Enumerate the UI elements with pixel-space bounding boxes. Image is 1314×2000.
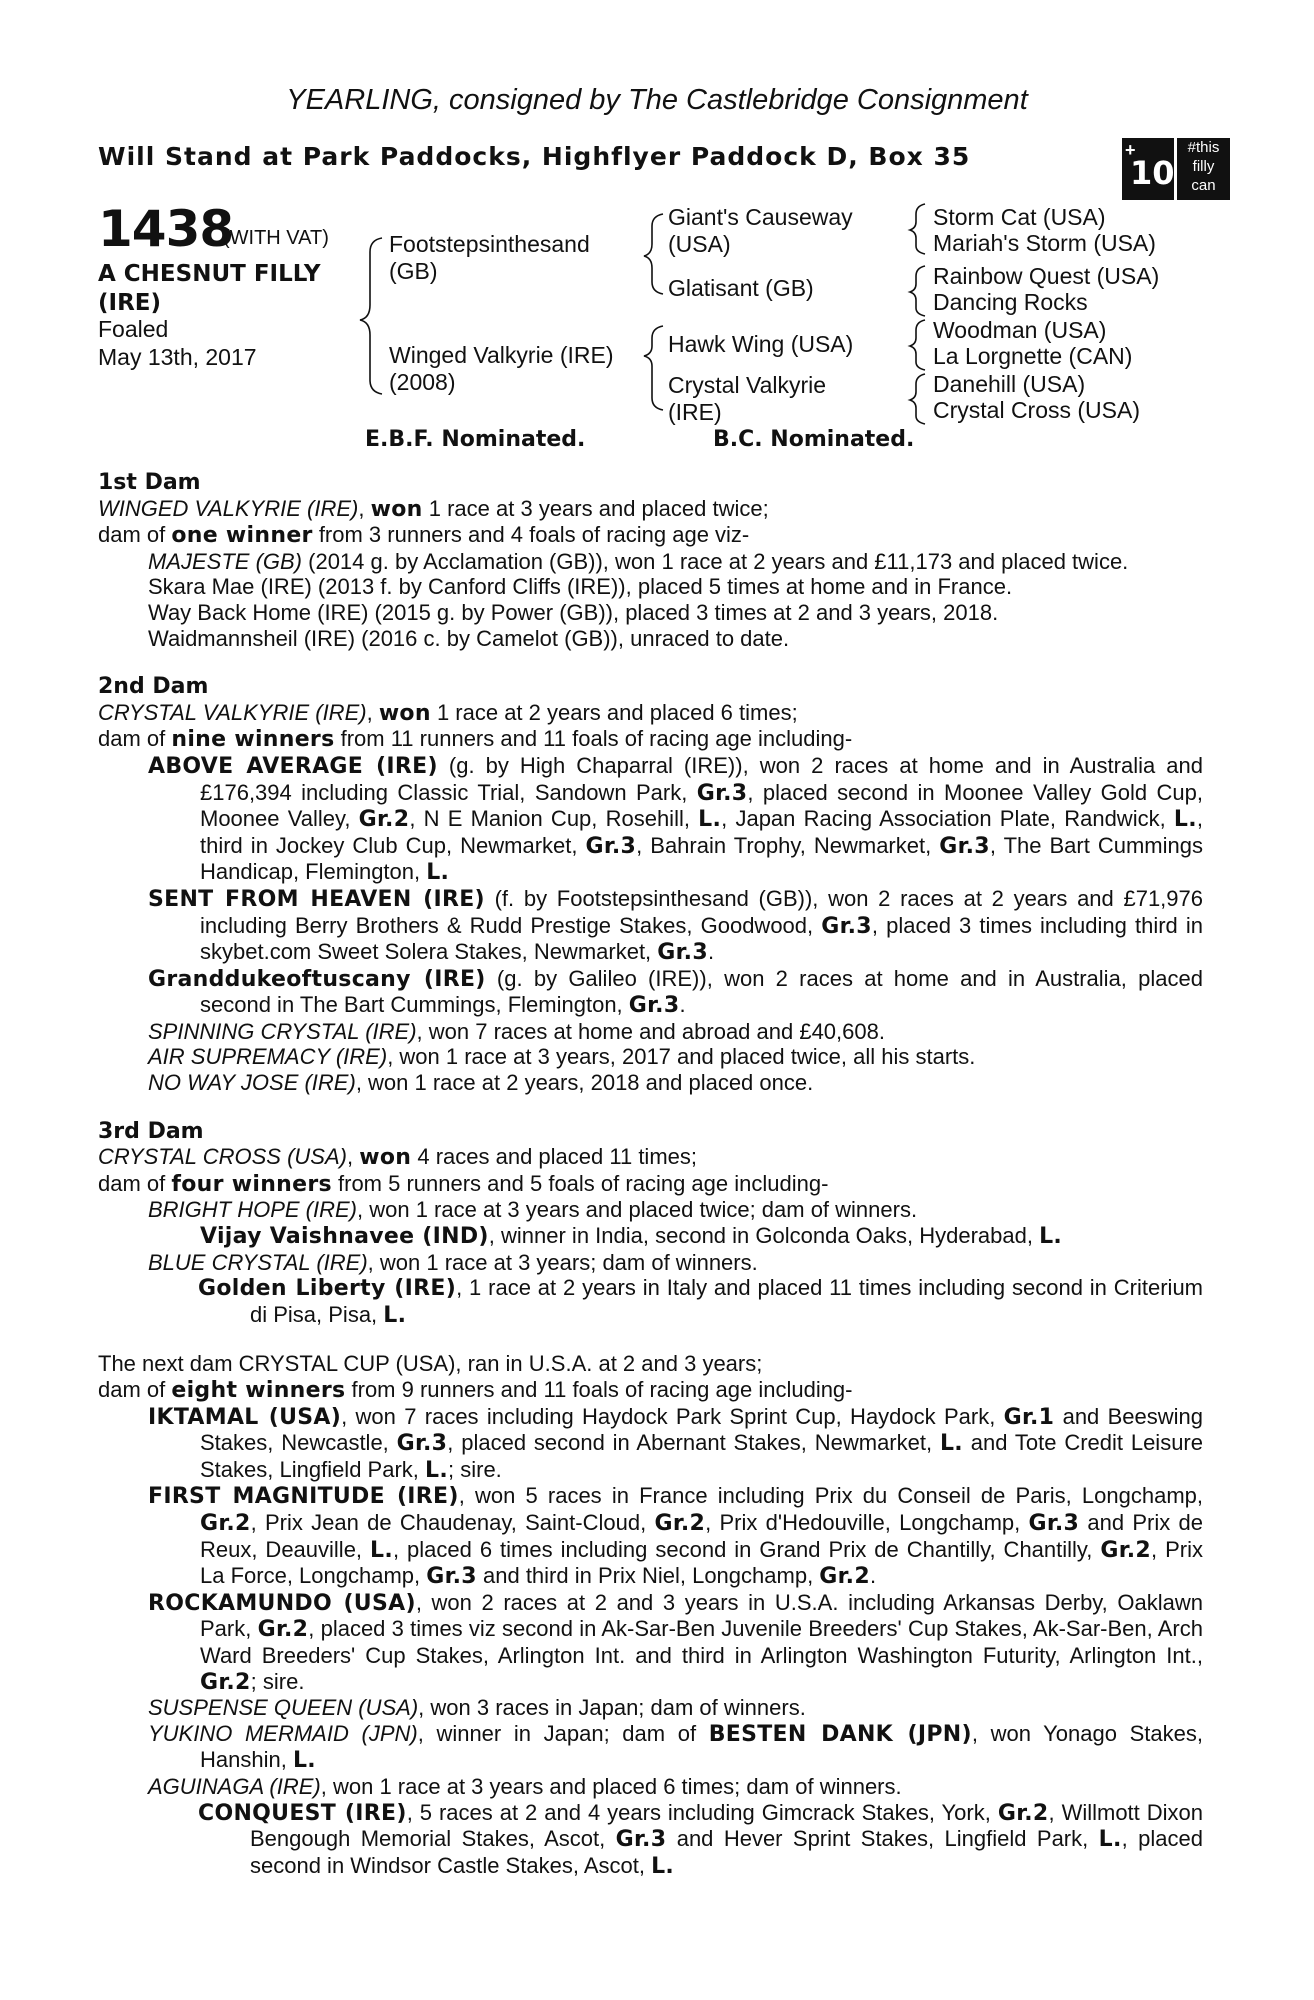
text: , won 7 races at home and abroad and £40,608. (416, 1018, 885, 1044)
text: , Japan Racing Association Plate, Randwick, (721, 806, 1174, 832)
produce-item (98, 1044, 1203, 1070)
grade: L. (1098, 1827, 1122, 1853)
sep: , (358, 495, 371, 521)
produce-item (98, 886, 1203, 966)
ggp-2: Mariah's Storm (USA) (933, 230, 1156, 256)
first-dam-name: WINGED VALKYRIE (IRE) (98, 495, 359, 521)
produce-item (98, 1197, 1203, 1223)
won-label: won (378, 700, 431, 726)
text: dam of (98, 522, 172, 548)
produce-item: Waidmannsheil (IRE) (2016 c. by Camelot (GB)), unraced to date. (148, 625, 790, 651)
text: , N E Manion Cup, Rosehill, (409, 806, 699, 832)
text: from 3 runners and 4 foals of racing age viz- (312, 522, 750, 548)
text: . (869, 1563, 877, 1589)
produce-sub-item (98, 1721, 1203, 1774)
foaled-label: Foaled (98, 316, 169, 342)
logo-line-1: #this (1187, 139, 1220, 156)
text: , won 1 race at 3 years and placed twice; dam of winners. (357, 1197, 918, 1223)
horse-name: ABOVE AVERAGE (IRE) (148, 753, 438, 779)
dam-name (389, 342, 614, 396)
text: , won 2 races at 2 and 3 years in U.S.A. including Arkansas Derby, Oaklawn Park, (200, 1589, 1203, 1642)
produce-item (98, 549, 1203, 575)
produce-item: Skara Mae (IRE) (2013 f. by Canford Cliffs (IRE)), placed 5 times at home and in France. (148, 574, 1013, 600)
grade: L. (292, 1748, 316, 1774)
grade: Gr.2 (358, 807, 410, 833)
third-dam-heading: 3rd Dam (98, 1118, 204, 1144)
produce-item: Way Back Home (IRE) (2015 g. by Power (GB)), placed 3 times at 2 and 3 years, 2018. (148, 599, 999, 625)
text: ; sire. (448, 1456, 502, 1482)
third-dam-produce (98, 1171, 1203, 1198)
foaled-value: May 13th, 2017 (98, 344, 257, 370)
produce-item (98, 1019, 1203, 1045)
grade: Gr.3 (939, 833, 990, 859)
logo-ten: 10 (1130, 154, 1175, 192)
ggp-5: Woodman (USA) (933, 317, 1107, 343)
next-dam-produce (98, 1377, 1203, 1404)
consignment-title: YEARLING, consigned by The Castlebridge Consignment (286, 84, 1028, 116)
produce-item (98, 966, 1203, 1019)
catalogue-body (98, 470, 1203, 1879)
grade: Gr.2 (654, 1510, 706, 1536)
grade: Gr.3 (615, 1827, 667, 1853)
second-dam-record: 1 race at 2 years and placed 6 times; (430, 699, 798, 725)
text: dam of (98, 1170, 172, 1196)
text: , placed 6 times including second in Grand Prix de Chantilly, Chantilly, (392, 1536, 1101, 1562)
text: , won 5 races in France including Prix du Conseil de Paris, Longchamp, (458, 1483, 1204, 1509)
text: , third in Jockey Club Cup, Newmarket, (200, 806, 1204, 858)
grade: L. (698, 807, 722, 833)
horse-name: AGUINAGA (IRE) (148, 1773, 321, 1799)
grade: Gr.2 (200, 1510, 251, 1536)
second-dam-line (98, 700, 1203, 727)
grade: Gr.3 (821, 913, 872, 939)
dam-line-2: (2008) (389, 369, 456, 395)
first-dam-heading: 1st Dam (98, 470, 201, 495)
won-label: won (370, 496, 423, 522)
text: , won 3 races in Japan; dam of winners. (418, 1695, 806, 1721)
text: and Beeswing Stakes, Newcastle, (200, 1403, 1203, 1456)
ebf-nominated: E.B.F. Nominated. (365, 427, 586, 452)
text: , winner in Japan; dam of (417, 1720, 709, 1746)
text: , 1 race at 2 years in Italy and placed 11 times including second in Criterium di Pisa, Pisa, (250, 1275, 1204, 1327)
horse-name: BLUE CRYSTAL (IRE) (148, 1249, 368, 1275)
grade: Gr.3 (657, 940, 708, 966)
winner-count: nine winners (171, 727, 335, 753)
text: from 5 runners and 5 foals of racing age including- (331, 1170, 829, 1196)
text: and Tote Credit Leisure Stakes, Lingfield Park, (200, 1430, 1203, 1482)
lot-name-line-2: (IRE) (98, 290, 162, 316)
ggp-8: Crystal Cross (USA) (933, 397, 1141, 423)
produce-sub-item (98, 1800, 1203, 1880)
text: from 9 runners and 11 foals of racing age including- (345, 1377, 853, 1402)
bc-nominated: B.C. Nominated. (713, 427, 915, 452)
dam-line-1: Winged Valkyrie (IRE) (389, 342, 614, 368)
sire-dam: Glatisant (GB) (668, 275, 814, 301)
grade: L. (1173, 807, 1197, 833)
winner-count: one winner (171, 523, 313, 549)
produce-item (98, 1590, 1203, 1695)
text: , won 7 races including Haydock Park Sprint Cup, Haydock Park, (341, 1403, 1004, 1429)
ggp-7: Danehill (USA) (933, 371, 1086, 397)
grade: Gr.3 (396, 1431, 448, 1457)
horse-name: SENT FROM HEAVEN (IRE) (148, 886, 485, 912)
text: and third in Prix Niel, Longchamp, (476, 1563, 820, 1589)
grade: Gr.2 (1100, 1537, 1152, 1563)
text: and Hever Sprint Stakes, Lingfield Park, (666, 1826, 1099, 1852)
produce-sub-item (98, 1223, 1203, 1250)
sire-sire (668, 204, 853, 258)
stand-location: Will Stand at Park Paddocks, Highflyer Paddock D, Box 35 (98, 142, 971, 171)
grade: L. (939, 1431, 963, 1457)
this-filly-can-logo: + 10 #this filly can (1122, 138, 1230, 200)
produce-item (98, 1404, 1203, 1484)
third-dam-record: 4 races and placed 11 times; (411, 1144, 697, 1170)
logo-line-3: can (1191, 177, 1216, 194)
text: ; sire. (250, 1668, 305, 1694)
sire-name (389, 231, 590, 285)
grade: L. (425, 1457, 448, 1483)
text: , placed second in Windsor Castle Stakes, Ascot, (250, 1826, 1203, 1878)
text: , won 1 race at 3 years; dam of winners. (367, 1249, 758, 1275)
text: (f. by Footstepsinthesand (GB)), won 2 races at 2 years and £71,976 including Berry Brothers & Rudd Prestige Stakes, Goodwood, (200, 885, 1203, 938)
grade: Gr.3 (585, 833, 637, 859)
text: and Prix de Reux, Deauville, (200, 1509, 1204, 1562)
grade: L. (370, 1537, 393, 1563)
sire-line-2: (GB) (389, 258, 438, 284)
won-label: won (359, 1145, 412, 1171)
horse-name: IKTAMAL (USA) (148, 1404, 342, 1430)
text: . (679, 992, 686, 1018)
sire-line-1: Footstepsinthesand (389, 231, 590, 257)
grade: L. (383, 1302, 407, 1328)
produce-item (98, 1070, 1203, 1096)
grade: L. (426, 860, 450, 886)
grade: Gr.3 (1028, 1510, 1080, 1536)
grade: L. (651, 1853, 675, 1879)
text: , Prix d'Hedouville, Longchamp, (705, 1509, 1029, 1535)
produce-item (98, 1695, 1203, 1721)
text: , won 1 race at 3 years and placed 6 times; dam of winners. (320, 1773, 902, 1799)
grade: Gr.2 (997, 1800, 1049, 1826)
third-dam-line (98, 1144, 1203, 1171)
vat-label: (WITH VAT) (223, 227, 329, 249)
produce-sub-item (98, 1275, 1203, 1328)
second-dam-heading: 2nd Dam (98, 674, 209, 700)
text: (2014 g. by Acclamation (GB)), won 1 race at 2 years and £11,173 and placed twice. (302, 548, 1129, 574)
horse-name: Vijay Vaishnavee (IND) (200, 1224, 489, 1250)
grade: Gr.2 (257, 1617, 309, 1643)
text: , Willmott Dixon Bengough Memorial Stakes, Ascot, (250, 1799, 1203, 1852)
horse-name: NO WAY JOSE (IRE) (148, 1070, 356, 1096)
produce-item (98, 753, 1203, 886)
first-dam-record: 1 race at 3 years and placed twice; (422, 495, 769, 521)
horse-name: BESTEN DANK (JPN) (708, 1721, 972, 1747)
text: . (707, 939, 715, 965)
sire-sire-line-2: (USA) (668, 231, 731, 257)
text: , won Yonago Stakes, Hanshin, (200, 1720, 1203, 1773)
horse-name: SPINNING CRYSTAL (IRE) (148, 1018, 417, 1044)
produce-item (98, 1774, 1203, 1800)
horse-name: FIRST MAGNITUDE (IRE) (148, 1484, 459, 1510)
horse-name: Granddukeoftuscany (IRE) (148, 966, 486, 992)
text: , placed second in Abernant Stakes, Newmarket, (447, 1430, 940, 1456)
dam-dam-line-1: Crystal Valkyrie (668, 372, 827, 398)
lot-name-line-1: A CHESNUT FILLY (98, 261, 321, 287)
horse-name: Golden Liberty (IRE) (198, 1276, 457, 1302)
first-dam-produce (98, 522, 1203, 549)
produce-item (98, 1483, 1203, 1589)
grade: Gr.3 (426, 1564, 477, 1590)
text: , Bahrain Trophy, Newmarket, (636, 832, 940, 858)
logo-line-2: filly (1192, 158, 1215, 175)
text: dam of (98, 1377, 172, 1402)
horse-name: CONQUEST (IRE) (198, 1800, 407, 1826)
horse-name: ROCKAMUNDO (USA) (148, 1590, 416, 1616)
text: , 5 races at 2 and 4 years including Gimcrack Stakes, York, (406, 1799, 998, 1825)
lot-number: 1438 (98, 200, 234, 258)
horse-name: SUSPENSE QUEEN (USA) (148, 1695, 419, 1721)
text: (g. by Galileo (IRE)), won 2 races at home and in Australia, placed second in The Bart Cummings, Flemington, (200, 965, 1203, 1018)
text: , won 1 race at 2 years, 2018 and placed once. (355, 1070, 814, 1096)
second-dam-name: CRYSTAL VALKYRIE (IRE) (98, 699, 367, 725)
grade: Gr.2 (200, 1669, 251, 1695)
ggp-3: Rainbow Quest (USA) (933, 263, 1160, 289)
text: , Prix Jean de Chaudenay, Saint-Cloud, (250, 1509, 655, 1535)
text: dam of (98, 726, 172, 752)
dam-dam (668, 372, 826, 426)
sire-sire-line-1: Giant's Causeway (668, 204, 853, 230)
third-dam-name: CRYSTAL CROSS (USA) (98, 1144, 347, 1170)
text: , placed 3 times viz second in Ak-Sar-Ben Juvenile Breeders' Cup Stakes, Ak-Sar-Ben, Arch Ward Breeders' Cup Stakes, Arlington Int. and third in Arlington Washington Futurity, Arlington Int., (200, 1616, 1203, 1668)
text: (g. by High Chaparral (IRE)), won 2 races at home and in Australia and £176,394 including Classic Trial, Sandown Park, (200, 752, 1203, 805)
text: , placed 3 times including third in skybet.com Sweet Solera Stakes, Newmarket, (200, 912, 1204, 965)
text: from 11 runners and 11 foals of racing age including- (334, 726, 853, 752)
grade: Gr.3 (696, 780, 748, 806)
text: , won 1 race at 3 years, 2017 and placed twice, all his starts. (387, 1044, 976, 1070)
text: , Prix La Force, Longchamp, (200, 1536, 1203, 1589)
grade: Gr.2 (819, 1564, 870, 1590)
text: , placed second in Moonee Valley Gold Cup, Moonee Valley, (200, 779, 1203, 832)
grade: Gr.3 (628, 993, 680, 1019)
sep: , (346, 1144, 360, 1170)
grade: L. (1039, 1224, 1063, 1250)
text: , The Bart Cummings Handicap, Flemington, (200, 832, 1203, 885)
horse-name: AIR SUPREMACY (IRE) (148, 1044, 388, 1070)
dam-dam-line-2: (IRE) (668, 399, 722, 425)
next-dam-line: The next dam CRYSTAL CUP (USA), ran in U.S.A. at 2 and 3 years; (98, 1351, 763, 1377)
second-dam-produce (98, 726, 1203, 753)
first-dam-line (98, 496, 1203, 523)
winner-count: four winners (171, 1171, 332, 1197)
horse-name: BRIGHT HOPE (IRE) (148, 1197, 358, 1223)
horse-name: YUKINO MERMAID (JPN) (148, 1720, 418, 1746)
ggp-4: Dancing Rocks (933, 289, 1088, 315)
grade: Gr.1 (1003, 1404, 1055, 1430)
horse-name: MAJESTE (GB) (148, 548, 303, 574)
dam-sire: Hawk Wing (USA) (668, 331, 854, 357)
produce-item (98, 1250, 1203, 1276)
ggp-6: La Lorgnette (CAN) (933, 343, 1133, 369)
text: , winner in India, second in Golconda Oaks, Hyderabad, (488, 1223, 1040, 1249)
winner-count: eight winners (171, 1378, 346, 1403)
sep: , (366, 699, 379, 725)
ggp-1: Storm Cat (USA) (933, 204, 1106, 230)
